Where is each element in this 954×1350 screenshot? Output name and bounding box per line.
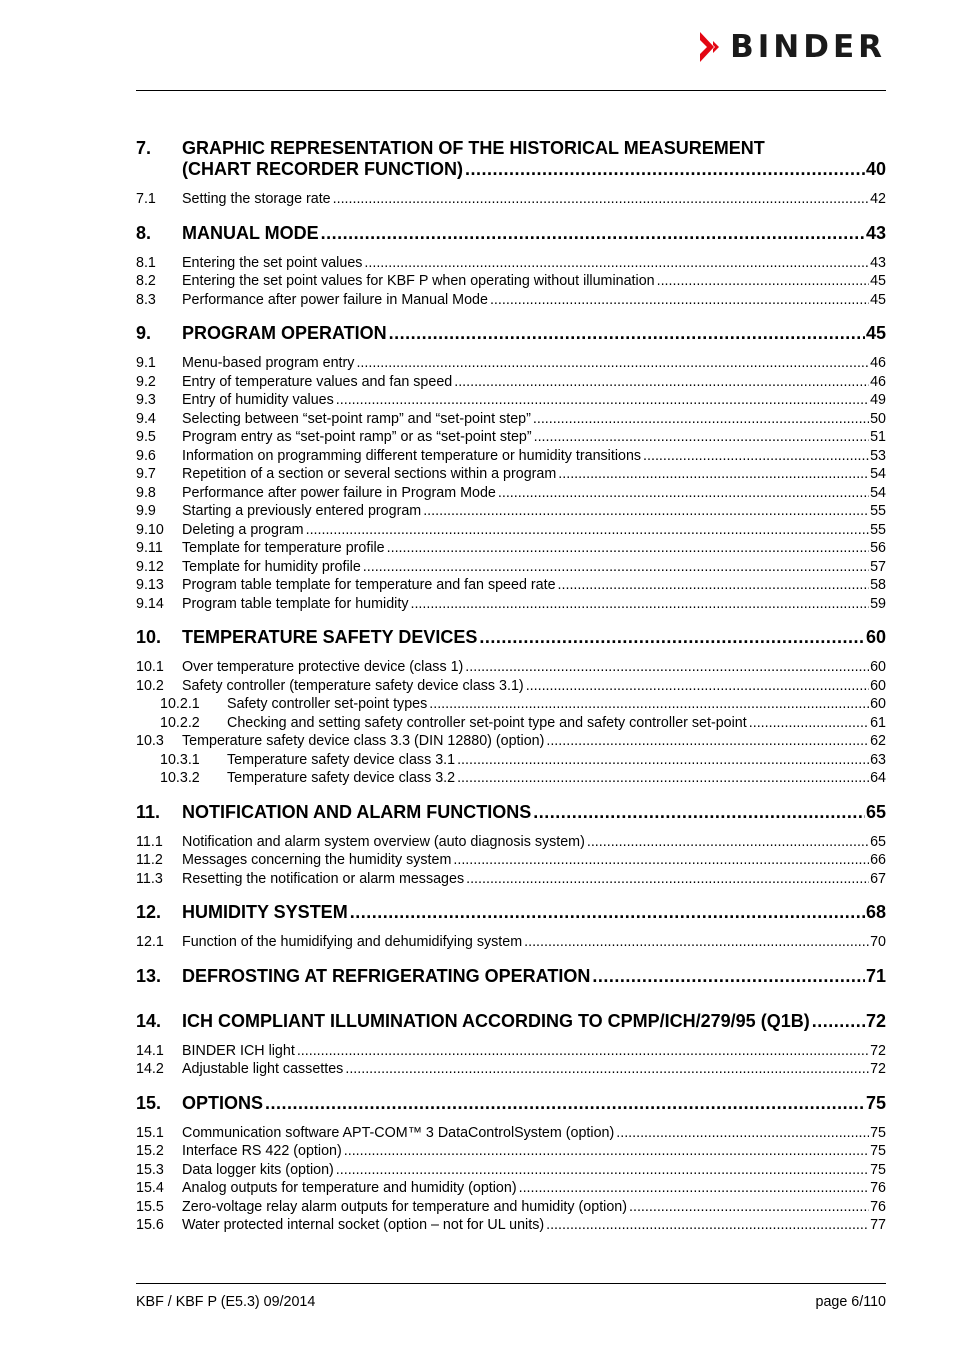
toc-entry-number: 10.2.2 xyxy=(160,714,200,731)
toc-spacer xyxy=(136,209,886,223)
toc-spacer xyxy=(136,648,886,658)
toc-dot-leader xyxy=(490,291,869,310)
toc-entry-number: 12. xyxy=(136,902,162,922)
toc-entry-title: DEFROSTING AT REFRIGERATING OPERATION xyxy=(182,965,591,986)
toc-entry-number: 9.4 xyxy=(136,410,156,427)
toc-dot-leader xyxy=(812,1011,865,1032)
toc-section-10-3-2[interactable] xyxy=(136,769,886,788)
toc-entry-title: Data logger kits (option) xyxy=(182,1161,334,1178)
header-rule xyxy=(136,90,886,91)
toc-section-7-1[interactable] xyxy=(136,190,886,209)
toc-entry-page: 40 xyxy=(865,159,886,179)
toc-entry-page: 67 xyxy=(870,870,886,887)
toc-entry-page: 55 xyxy=(870,503,886,519)
toc-entry-page: 59 xyxy=(870,595,886,612)
toc-entry-page: 50 xyxy=(870,410,886,427)
toc-entry-page: 65 xyxy=(870,833,886,850)
toc-entry-number: 14.2 xyxy=(136,1061,164,1077)
toc-section-15-5[interactable] xyxy=(136,1198,886,1217)
toc-entry-number: 11. xyxy=(136,801,161,822)
toc-entry-page: 57 xyxy=(870,558,886,575)
toc-dot-leader xyxy=(533,802,865,823)
toc-entry-page: 75 xyxy=(870,1124,886,1141)
toc-entry-page: 75 xyxy=(870,1161,886,1178)
toc-entry-page: 53 xyxy=(870,447,886,464)
toc-entry-title: HUMIDITY SYSTEM xyxy=(182,902,348,922)
toc-spacer xyxy=(136,888,886,902)
toc-section-9-8[interactable] xyxy=(136,484,886,503)
toc-section-10-2-2[interactable] xyxy=(136,714,886,733)
toc-section-9-2[interactable] xyxy=(136,373,886,392)
toc-chapter-12[interactable] xyxy=(136,902,886,923)
toc-dot-leader xyxy=(533,410,869,429)
document-id: KBF / KBF P (E5.3) 09/2014 xyxy=(136,1294,316,1310)
toc-spacer xyxy=(136,987,886,997)
toc-entry-title: Template for humidity profile xyxy=(182,558,361,575)
toc-spacer xyxy=(136,823,886,833)
toc-dot-leader xyxy=(321,223,865,244)
toc-section-10-2[interactable] xyxy=(136,677,886,696)
toc-entry-title: Temperature safety device class 3.2 xyxy=(227,770,456,786)
toc-section-12-1[interactable] xyxy=(136,933,886,952)
toc-entry-number: 9.14 xyxy=(136,595,164,612)
toc-spacer xyxy=(136,788,886,802)
toc-dot-leader xyxy=(457,751,869,770)
toc-dot-leader xyxy=(643,447,869,466)
toc-chapter-7[interactable] xyxy=(136,138,886,180)
toc-entry-number: 9.7 xyxy=(136,466,156,482)
toc-entry-number: 10. xyxy=(136,627,162,647)
toc-entry-title: Messages concerning the humidity system xyxy=(182,852,452,868)
toc-entry-page: 45 xyxy=(870,273,886,289)
footer-rule xyxy=(136,1283,886,1284)
toc-entry-number: 9. xyxy=(136,323,152,343)
toc-entry-title: TEMPERATURE SAFETY DEVICES xyxy=(182,627,478,647)
toc-entry-page: 75 xyxy=(865,1092,886,1113)
toc-dot-leader xyxy=(587,833,869,852)
toc-entry-title: Entry of temperature values and fan speed xyxy=(182,373,453,390)
toc-entry-page: 46 xyxy=(870,373,886,390)
toc-section-9-12[interactable] xyxy=(136,558,886,577)
toc-entry-title: Temperature safety device class 3.3 (DIN 12880) (option) xyxy=(182,733,545,749)
toc-spacer xyxy=(136,1114,886,1124)
toc-entry-title: Program table template for temperature and fan speed rate xyxy=(182,577,556,593)
toc-entry-title: PROGRAM OPERATION xyxy=(182,323,387,343)
page-number: page 6/110 xyxy=(815,1294,886,1310)
toc-section-9-4[interactable] xyxy=(136,410,886,429)
toc-entry-title: Communication software APT-COM™ 3 DataControlSystem (option) xyxy=(182,1124,615,1141)
toc-entry-number: 9.13 xyxy=(136,577,164,593)
toc-entry-title: Entering the set point values for KBF P when operating without illumination xyxy=(182,273,655,289)
toc-entry-number: 9.6 xyxy=(136,447,156,464)
toc-chapter-15[interactable] xyxy=(136,1093,886,1114)
toc-entry-page: 60 xyxy=(870,677,886,694)
toc-dot-leader xyxy=(546,732,869,751)
toc-dot-leader xyxy=(356,354,869,373)
toc-entry-title: Water protected internal socket (option – not for UL units) xyxy=(182,1217,545,1233)
toc-section-9-13[interactable] xyxy=(136,576,886,595)
toc-entry-number: 15.4 xyxy=(136,1180,164,1196)
toc-dot-leader xyxy=(363,558,869,577)
toc-entry-title: Interface RS 422 (option) xyxy=(182,1143,342,1159)
toc-entry-title: Analog outputs for temperature and humidity (option) xyxy=(182,1180,517,1196)
toc-entry-page: 49 xyxy=(870,392,886,408)
toc-entry-number: 14.1 xyxy=(136,1042,164,1059)
toc-chapter-8[interactable] xyxy=(136,223,886,244)
toc-entry-title: Setting the storage rate xyxy=(182,191,331,207)
toc-entry-title: Notification and alarm system overview (auto diagnosis system) xyxy=(182,833,585,850)
toc-dot-leader xyxy=(498,484,869,503)
toc-entry-page: 62 xyxy=(870,733,886,749)
toc-dot-leader xyxy=(749,714,869,733)
toc-entry-number: 11.3 xyxy=(136,870,163,887)
toc-entry-title: GRAPHIC REPRESENTATION OF THE HISTORICAL MEASUREMENT xyxy=(182,138,765,158)
toc-entry-page: 75 xyxy=(870,1143,886,1159)
toc-entry-page: 68 xyxy=(865,902,886,922)
toc-entry-title-continued: (CHART RECORDER FUNCTION) xyxy=(182,159,463,179)
toc-dot-leader xyxy=(333,190,869,209)
toc-entry-number: 11.2 xyxy=(136,852,163,868)
toc-dot-leader xyxy=(410,595,869,614)
toc-entry-page: 60 xyxy=(870,659,886,675)
toc-section-8-1[interactable] xyxy=(136,254,886,273)
toc-entry-title: Menu-based program entry xyxy=(182,355,355,371)
toc-entry-page: 71 xyxy=(865,965,886,986)
toc-section-10-2-1[interactable] xyxy=(136,695,886,714)
toc-entry-page: 45 xyxy=(870,291,886,308)
toc-chapter-11[interactable] xyxy=(136,802,886,823)
toc-section-9-9[interactable] xyxy=(136,502,886,521)
toc-dot-leader xyxy=(479,627,865,648)
toc-entry-page: 51 xyxy=(870,429,886,445)
toc-entry-number: 10.3.2 xyxy=(160,770,200,786)
toc-section-9-7[interactable] xyxy=(136,465,886,484)
toc-dot-leader xyxy=(306,521,870,540)
toc-section-15-6[interactable] xyxy=(136,1216,886,1235)
toc-entry-page: 72 xyxy=(865,1010,886,1031)
toc-section-10-1[interactable] xyxy=(136,658,886,677)
toc-section-10-3-1[interactable] xyxy=(136,751,886,770)
toc-chapter-13[interactable] xyxy=(136,966,886,987)
toc-dot-leader xyxy=(526,677,869,696)
toc-entry-number: 15. xyxy=(136,1092,162,1113)
toc-entry-title: Temperature safety device class 3.1 xyxy=(227,751,456,768)
toc-entry-number: 14. xyxy=(136,1010,162,1031)
toc-dot-leader xyxy=(454,373,869,392)
toc-entry-title: Adjustable light cassettes xyxy=(182,1061,344,1077)
toc-entry-title: Performance after power failure in Program Mode xyxy=(182,484,496,501)
toc-spacer xyxy=(136,180,886,190)
toc-entry-number: 11.1 xyxy=(136,833,163,850)
toc-entry-number: 15.3 xyxy=(136,1161,164,1178)
page-footer xyxy=(136,1294,886,1310)
toc-entry-number: 7. xyxy=(136,138,152,158)
toc-section-8-2[interactable] xyxy=(136,272,886,291)
toc-section-9-5[interactable] xyxy=(136,428,886,447)
toc-entry-number: 9.9 xyxy=(136,503,156,519)
toc-entry-number: 10.2.1 xyxy=(160,696,200,712)
toc-entry-page: 60 xyxy=(870,696,886,712)
toc-entry-number: 12.1 xyxy=(136,934,164,950)
toc-entry-title: Entering the set point values xyxy=(182,254,363,271)
toc-entry-title: Checking and setting safety controller set-point type and safety controller set-point xyxy=(227,714,747,731)
toc-entry-number: 10.1 xyxy=(136,659,164,675)
toc-dot-leader xyxy=(465,159,865,180)
toc-entry-page: 65 xyxy=(865,801,886,822)
toc-dot-leader xyxy=(423,502,869,521)
toc-entry-title: Entry of humidity values xyxy=(182,392,334,408)
toc-dot-leader xyxy=(345,1060,869,1079)
toc-entry-page: 42 xyxy=(870,191,886,207)
toc-entry-title: BINDER ICH light xyxy=(182,1042,295,1059)
toc-dot-leader xyxy=(558,576,870,595)
toc-section-9-6[interactable] xyxy=(136,447,886,466)
toc-entry-page: 72 xyxy=(870,1061,886,1077)
toc-dot-leader xyxy=(524,933,869,952)
toc-spacer xyxy=(136,613,886,627)
toc-entry-number: 9.5 xyxy=(136,429,156,445)
toc-entry-title: Resetting the notification or alarm messages xyxy=(182,870,465,887)
toc-spacer xyxy=(136,1032,886,1042)
binder-logo xyxy=(698,30,886,64)
toc-spacer xyxy=(136,952,886,966)
toc-section-11-3[interactable] xyxy=(136,870,886,889)
toc-dot-leader xyxy=(465,658,869,677)
toc-entry-page: 60 xyxy=(865,627,886,647)
toc-entry-number: 9.8 xyxy=(136,484,156,501)
toc-entry-title: Information on programming different temperature or humidity transitions xyxy=(182,447,642,464)
toc-dot-leader xyxy=(592,966,865,987)
toc-dot-leader xyxy=(344,1142,869,1161)
toc-dot-leader xyxy=(616,1124,869,1143)
toc-entry-page: 70 xyxy=(870,934,886,950)
toc-entry-title: Function of the humidifying and dehumidifying system xyxy=(182,934,523,950)
toc-entry-page: 58 xyxy=(870,577,886,593)
toc-entry-page: 61 xyxy=(870,714,886,731)
toc-spacer xyxy=(136,344,886,354)
toc-dot-leader xyxy=(387,539,869,558)
toc-dot-leader xyxy=(350,902,865,923)
toc-entry-page: 76 xyxy=(870,1180,886,1196)
logo-wordmark: BINDER xyxy=(730,29,886,65)
toc-entry-page: 45 xyxy=(865,323,886,343)
toc-dot-leader xyxy=(336,1161,869,1180)
toc-entry-title: ICH COMPLIANT ILLUMINATION ACCORDING TO CPMP/ICH/279/95 (Q1B) xyxy=(182,1010,810,1031)
toc-chapter-10[interactable] xyxy=(136,627,886,648)
toc-entry-number: 9.11 xyxy=(136,540,163,556)
toc-section-15-2[interactable] xyxy=(136,1142,886,1161)
toc-spacer xyxy=(136,1079,886,1093)
toc-section-15-1[interactable] xyxy=(136,1124,886,1143)
toc-section-9-3[interactable] xyxy=(136,391,886,410)
toc-entry-page: 66 xyxy=(870,852,886,868)
toc-dot-leader xyxy=(336,391,869,410)
toc-dot-leader xyxy=(453,851,869,870)
toc-dot-leader xyxy=(546,1216,869,1235)
toc-entry-number: 8.2 xyxy=(136,273,156,289)
toc-entry-title: Over temperature protective device (class 1) xyxy=(182,659,464,675)
toc-section-9-14[interactable] xyxy=(136,595,886,614)
toc-entry-page: 55 xyxy=(870,521,886,538)
toc-entry-title: NOTIFICATION AND ALARM FUNCTIONS xyxy=(182,801,532,822)
toc-entry-number: 8.3 xyxy=(136,291,156,308)
toc-entry-number: 9.12 xyxy=(136,558,164,575)
toc-dot-leader xyxy=(629,1198,869,1217)
toc-chapter-14[interactable] xyxy=(136,1011,886,1032)
toc-section-10-3[interactable] xyxy=(136,732,886,751)
toc-entry-title: Template for temperature profile xyxy=(182,540,385,556)
toc-section-14-2[interactable] xyxy=(136,1060,886,1079)
toc-spacer xyxy=(136,244,886,254)
toc-section-9-10[interactable] xyxy=(136,521,886,540)
toc-entry-number: 7.1 xyxy=(136,191,156,207)
toc-entry-number: 15.1 xyxy=(136,1124,164,1141)
toc-section-15-4[interactable] xyxy=(136,1179,886,1198)
toc-entry-number: 10.2 xyxy=(136,677,164,694)
toc-entry-page: 43 xyxy=(865,222,886,243)
toc-entry-title: Safety controller (temperature safety device class 3.1) xyxy=(182,677,524,694)
toc-entry-page: 56 xyxy=(870,540,886,556)
toc-spacer xyxy=(136,997,886,1011)
toc-dot-leader xyxy=(389,323,865,344)
toc-entry-page: 46 xyxy=(870,355,886,371)
toc-entry-number: 9.1 xyxy=(136,355,156,371)
toc-dot-leader xyxy=(297,1042,869,1061)
toc-entry-page: 54 xyxy=(870,466,886,482)
toc-entry-page: 77 xyxy=(870,1217,886,1233)
toc-spacer xyxy=(136,309,886,323)
toc-entry-page: 54 xyxy=(870,484,886,501)
toc-entry-number: 15.5 xyxy=(136,1198,164,1215)
toc-entry-number: 9.3 xyxy=(136,392,156,408)
toc-dot-leader xyxy=(364,254,869,273)
toc-spacer xyxy=(136,923,886,933)
toc-entry-title: Performance after power failure in Manual Mode xyxy=(182,291,488,308)
toc-entry-number: 15.6 xyxy=(136,1217,164,1233)
toc-entry-number: 8.1 xyxy=(136,254,156,271)
toc-entry-title: Program table template for humidity xyxy=(182,595,409,612)
toc-entry-page: 64 xyxy=(870,770,886,786)
toc-entry-title: Safety controller set-point types xyxy=(227,696,428,712)
toc-section-14-1[interactable] xyxy=(136,1042,886,1061)
toc-entry-page: 76 xyxy=(870,1198,886,1215)
toc-dot-leader xyxy=(519,1179,870,1198)
toc-entry-title: OPTIONS xyxy=(182,1092,264,1113)
toc-entry-number: 10.3.1 xyxy=(160,751,200,768)
toc-dot-leader xyxy=(429,695,869,714)
toc-entry-number: 9.10 xyxy=(136,521,164,538)
toc-entry-page: 72 xyxy=(870,1042,886,1059)
toc-section-9-11[interactable] xyxy=(136,539,886,558)
toc-dot-leader xyxy=(534,428,869,447)
toc-section-11-1[interactable] xyxy=(136,833,886,852)
toc-section-11-2[interactable] xyxy=(136,851,886,870)
toc-section-15-3[interactable] xyxy=(136,1161,886,1180)
toc-dot-leader xyxy=(657,272,869,291)
toc-dot-leader xyxy=(466,870,869,889)
toc-entry-number: 15.2 xyxy=(136,1143,164,1159)
toc-entry-title: MANUAL MODE xyxy=(182,222,319,243)
toc-entry-page: 63 xyxy=(870,751,886,768)
toc-section-8-3[interactable] xyxy=(136,291,886,310)
toc-entry-number: 9.2 xyxy=(136,373,156,390)
table-of-contents xyxy=(136,138,886,1235)
binder-logo-icon xyxy=(698,30,724,64)
toc-entry-title: Repetition of a section or several sections within a program xyxy=(182,466,557,482)
toc-dot-leader xyxy=(558,465,869,484)
toc-entry-title: Deleting a program xyxy=(182,521,304,538)
toc-chapter-9[interactable] xyxy=(136,323,886,344)
toc-entry-number: 13. xyxy=(136,965,162,986)
toc-dot-leader xyxy=(265,1093,865,1114)
toc-entry-number: 8. xyxy=(136,222,152,243)
toc-entry-page: 43 xyxy=(870,254,886,271)
toc-dot-leader xyxy=(457,769,869,788)
toc-entry-title: Starting a previously entered program xyxy=(182,503,422,519)
toc-entry-title: Zero-voltage relay alarm outputs for temperature and humidity (option) xyxy=(182,1198,628,1215)
toc-entry-title: Selecting between “set-point ramp” and “set-point step” xyxy=(182,410,531,427)
toc-section-9-1[interactable] xyxy=(136,354,886,373)
toc-entry-title: Program entry as “set-point ramp” or as “set-point step” xyxy=(182,429,532,445)
toc-entry-number: 10.3 xyxy=(136,733,164,749)
